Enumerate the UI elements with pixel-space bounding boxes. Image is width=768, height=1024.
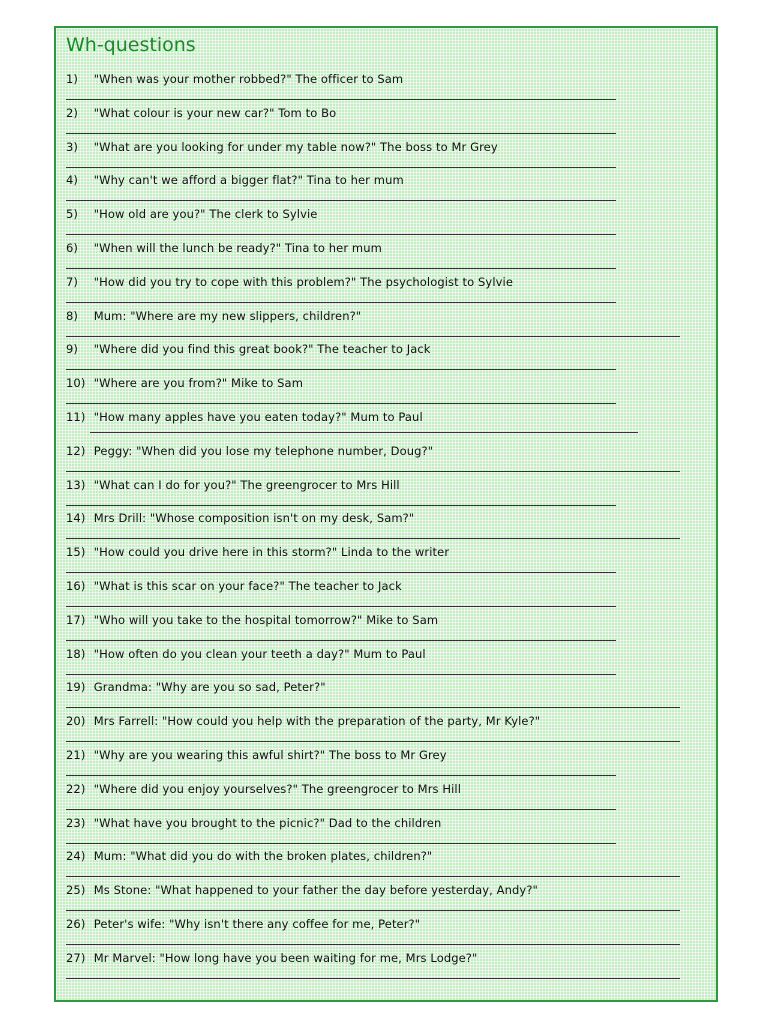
question-number: 22) — [66, 781, 86, 796]
question-item — [66, 410, 686, 444]
question-number: 3) — [66, 139, 79, 154]
answer-line[interactable] — [66, 876, 680, 877]
answer-line[interactable] — [66, 268, 616, 269]
question-text — [66, 72, 686, 86]
question-number: 19) — [66, 680, 86, 695]
question-item — [66, 173, 686, 207]
question-text — [66, 680, 686, 694]
answer-line[interactable] — [66, 572, 616, 573]
question-prompt: Mrs Farrell: "How could you help with the preparation of the party, Mr Kyle?" — [93, 714, 541, 729]
question-prompt: "How did you try to cope with this problem?" The psychologist to Sylvie — [93, 274, 513, 289]
question-item — [66, 680, 686, 714]
question-text — [66, 951, 686, 965]
question-number: 7) — [66, 274, 79, 289]
question-prompt: Mrs Drill: "Whose composition isn't on my desk, Sam?" — [93, 511, 415, 526]
question-number: 12) — [66, 443, 86, 458]
question-number: 18) — [66, 646, 86, 661]
question-prompt: "When was your mother robbed?" The officer to Sam — [93, 72, 404, 86]
question-item — [66, 545, 686, 579]
question-number: 15) — [66, 545, 86, 560]
question-number: 25) — [66, 883, 86, 898]
answer-line[interactable] — [66, 606, 616, 607]
question-item — [66, 951, 686, 985]
question-text — [66, 511, 686, 525]
answer-line[interactable] — [66, 640, 616, 641]
question-prompt: "How could you drive here in this storm?" Linda to the writer — [93, 545, 450, 560]
answer-line[interactable] — [66, 674, 616, 675]
worksheet — [54, 26, 718, 1002]
question-prompt: Mum: "What did you do with the broken plates, children?" — [93, 849, 433, 864]
question-text — [66, 106, 686, 120]
answer-line[interactable] — [66, 978, 680, 979]
question-text — [66, 579, 686, 593]
question-number: 10) — [66, 376, 86, 391]
question-number: 8) — [66, 308, 79, 323]
question-item — [66, 816, 686, 850]
question-text — [66, 140, 686, 154]
answer-line[interactable] — [66, 403, 616, 404]
question-number: 16) — [66, 578, 86, 593]
question-text — [66, 241, 686, 255]
question-item — [66, 579, 686, 613]
answer-line[interactable] — [66, 538, 680, 539]
question-prompt: Peggy: "When did you lose my telephone number, Doug?" — [93, 443, 434, 458]
question-item — [66, 748, 686, 782]
question-number: 26) — [66, 916, 86, 931]
question-text — [66, 883, 686, 897]
question-text — [66, 309, 686, 323]
question-number: 21) — [66, 747, 86, 762]
question-prompt: "Where did you find this great book?" The teacher to Jack — [93, 342, 431, 357]
question-number: 27) — [66, 950, 86, 965]
question-number: 9) — [66, 342, 79, 357]
answer-line[interactable] — [66, 505, 616, 506]
question-number: 17) — [66, 612, 86, 627]
question-prompt: "What can I do for you?" The greengrocer to Mrs Hill — [93, 477, 400, 492]
question-text — [66, 714, 686, 728]
answer-line[interactable] — [66, 336, 680, 337]
answer-line[interactable] — [66, 707, 680, 708]
answer-line[interactable] — [66, 369, 616, 370]
question-item — [66, 106, 686, 140]
answer-line[interactable] — [66, 200, 616, 201]
question-item — [66, 478, 686, 512]
answer-line[interactable] — [66, 775, 616, 776]
question-number: 14) — [66, 511, 86, 526]
question-number: 13) — [66, 477, 86, 492]
question-item — [66, 309, 686, 343]
question-prompt: "How many apples have you eaten today?" Mum to Paul — [93, 409, 423, 424]
question-item — [66, 140, 686, 174]
question-item — [66, 342, 686, 376]
question-item — [66, 207, 686, 241]
question-text — [66, 275, 686, 289]
answer-line[interactable] — [66, 99, 616, 100]
question-text — [66, 173, 686, 187]
question-number: 24) — [66, 849, 86, 864]
question-text — [66, 478, 686, 492]
answer-line[interactable] — [66, 809, 616, 810]
question-item — [66, 714, 686, 748]
answer-line[interactable] — [66, 133, 616, 134]
answer-line[interactable] — [66, 167, 616, 168]
question-prompt: "Why are you wearing this awful shirt?" The boss to Mr Grey — [93, 747, 447, 762]
question-number: 23) — [66, 815, 86, 830]
answer-line[interactable] — [66, 944, 680, 945]
question-prompt: "Where did you enjoy yourselves?" The greengrocer to Mrs Hill — [93, 781, 462, 796]
question-number: 11) — [66, 409, 86, 424]
question-list — [66, 72, 686, 985]
question-item — [66, 647, 686, 681]
question-text — [66, 545, 686, 559]
question-prompt: "Who will you take to the hospital tomorrow?" Mike to Sam — [93, 612, 439, 627]
answer-line[interactable] — [66, 471, 680, 472]
question-number: 1) — [66, 72, 79, 86]
question-prompt: Peter's wife: "Why isn't there any coffee for me, Peter?" — [93, 916, 421, 931]
question-prompt: Mr Marvel: "How long have you been waiting for me, Mrs Lodge?" — [93, 950, 478, 965]
question-item — [66, 883, 686, 917]
question-text — [66, 444, 686, 458]
question-number: 4) — [66, 173, 79, 188]
question-prompt: "How often do you clean your teeth a day?" Mum to Paul — [93, 646, 426, 661]
question-prompt: "How old are you?" The clerk to Sylvie — [93, 207, 318, 222]
question-item — [66, 613, 686, 647]
answer-line[interactable] — [66, 741, 680, 742]
question-text — [66, 613, 686, 627]
answer-line[interactable] — [90, 432, 638, 433]
question-prompt: "Where are you from?" Mike to Sam — [93, 376, 303, 391]
question-item — [66, 917, 686, 951]
question-text — [66, 782, 686, 796]
question-text — [66, 816, 686, 830]
question-item — [66, 275, 686, 309]
question-prompt: Ms Stone: "What happened to your father the day before yesterday, Andy?" — [93, 883, 538, 898]
page-title: Wh-questions — [66, 34, 196, 56]
question-prompt: "What is this scar on your face?" The teacher to Jack — [93, 578, 402, 593]
question-item — [66, 849, 686, 883]
question-prompt: "What colour is your new car?" Tom to Bo — [93, 105, 337, 120]
question-text — [66, 376, 686, 390]
question-number: 2) — [66, 105, 79, 120]
question-item — [66, 444, 686, 478]
question-text — [66, 748, 686, 762]
question-text — [66, 410, 686, 424]
question-item — [66, 376, 686, 410]
question-item — [66, 241, 686, 275]
question-prompt: "What have you brought to the picnic?" Dad to the children — [93, 815, 442, 830]
answer-line[interactable] — [66, 910, 680, 911]
question-text — [66, 342, 686, 356]
answer-line[interactable] — [66, 234, 616, 235]
question-prompt: "What are you looking for under my table now?" The boss to Mr Grey — [93, 139, 498, 154]
question-number: 20) — [66, 714, 86, 729]
question-prompt: "When will the lunch be ready?" Tina to her mum — [93, 240, 382, 255]
question-number: 6) — [66, 240, 79, 255]
question-text — [66, 849, 686, 863]
question-item — [66, 782, 686, 816]
answer-line[interactable] — [66, 843, 616, 844]
question-number: 5) — [66, 207, 79, 222]
question-text — [66, 917, 686, 931]
question-prompt: "Why can't we afford a bigger flat?" Tina to her mum — [93, 173, 404, 188]
question-item — [66, 511, 686, 545]
question-prompt: Grandma: "Why are you so sad, Peter?" — [93, 680, 326, 695]
question-item — [66, 72, 686, 106]
question-text — [66, 647, 686, 661]
question-text — [66, 207, 686, 221]
question-prompt: Mum: "Where are my new slippers, children?" — [93, 308, 362, 323]
answer-line[interactable] — [66, 302, 616, 303]
